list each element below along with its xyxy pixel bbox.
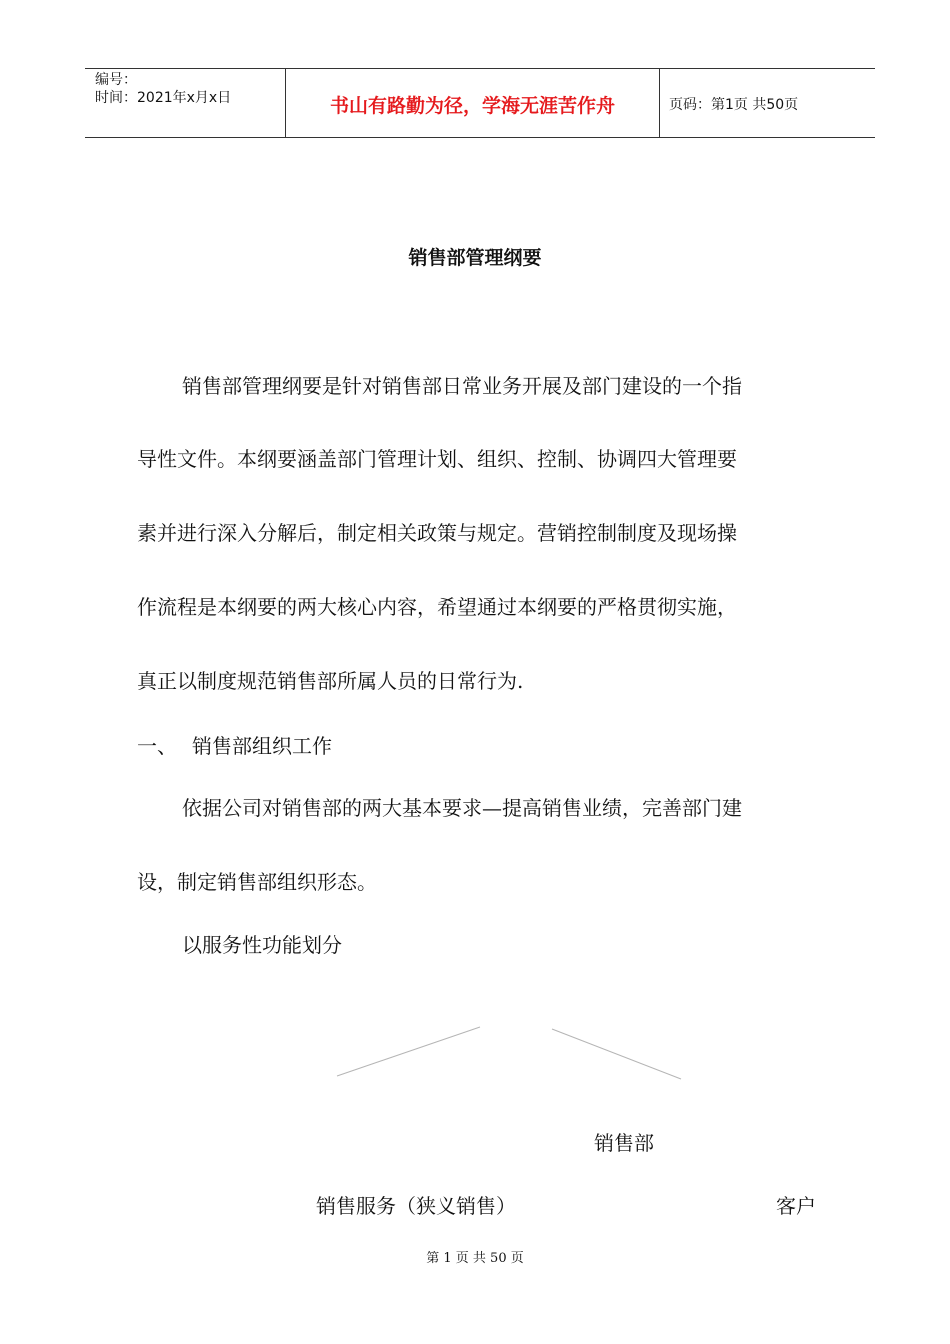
document-title: 销售部管理纲要 xyxy=(408,247,542,269)
intro-line: 导性文件。本纲要涵盖部门管理计划、组织、控制、协调四大管理要 xyxy=(137,447,737,471)
diagram-node-customer: 客户 xyxy=(776,1194,816,1218)
motto: 书山有路勤为径，学海无涯苦作舟 xyxy=(329,95,615,117)
header-page-cell xyxy=(659,69,875,137)
diagram-line-left xyxy=(337,1027,480,1076)
page-footer: 第 1 页 共 50 页 xyxy=(426,1251,524,1266)
intro-line: 作流程是本纲要的两大核心内容，希望通过本纲要的严格贯彻实施， xyxy=(137,595,737,619)
number-label: 编号： xyxy=(95,72,137,88)
intro-line: 销售部管理纲要是针对销售部日常业务开展及部门建设的一个指 xyxy=(182,374,742,398)
division-note: 以服务性功能划分 xyxy=(182,933,342,957)
time-label: 时间：2021年x月x日 xyxy=(95,90,232,106)
diagram-node-sales-dept: 销售部 xyxy=(594,1131,654,1155)
section-line: 设，制定销售部组织形态。 xyxy=(137,870,377,894)
section-title: 销售部组织工作 xyxy=(192,734,332,758)
header-meta-cell xyxy=(85,69,285,137)
section-heading xyxy=(137,730,332,759)
intro-line: 素并进行深入分解后，制定相关政策与规定。营销控制制度及现场操 xyxy=(137,521,737,545)
diagram-line-right xyxy=(552,1029,681,1079)
section-line: 依据公司对销售部的两大基本要求—提高销售业绩，完善部门建 xyxy=(182,796,742,820)
intro-line: 真正以制度规范销售部所属人员的日常行为. xyxy=(137,669,524,693)
header-motto-cell xyxy=(285,69,660,137)
page-info: 页码：第1页 共50页 xyxy=(669,97,799,113)
document-header xyxy=(85,68,875,138)
section-number: 一、 xyxy=(137,734,177,758)
diagram-node-sales-service: 销售服务（狭义销售） xyxy=(316,1194,516,1218)
